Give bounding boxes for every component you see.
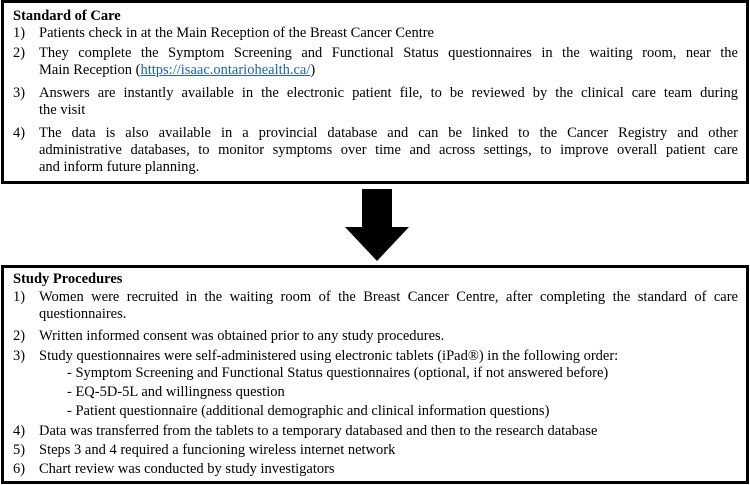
item-number: 4) <box>13 423 26 439</box>
down-arrow-icon <box>345 189 409 261</box>
item-text <box>39 45 738 79</box>
item-line: administrative databases, to monitor symptoms over time and across settings, to improve overall patient care <box>39 142 738 158</box>
item-text <box>39 289 738 323</box>
standard-of-care-box <box>1 0 749 184</box>
item-line-text: ) <box>310 62 316 78</box>
item-text <box>39 328 738 345</box>
isaac-link[interactable]: https://isaac.ontariohealth.ca/ <box>140 62 311 78</box>
item-number: 2) <box>13 328 26 344</box>
item-line <box>39 62 738 79</box>
standard-of-care-title: Standard of Care <box>13 8 121 24</box>
item-text <box>39 423 738 440</box>
item-line: Data was transferred from the tablets to a temporary databased and then to the research database <box>39 423 598 439</box>
item-number: 1) <box>13 289 26 305</box>
study-procedures-title: Study Procedures <box>13 271 123 287</box>
item-line: Chart review was conducted by study investigators <box>39 461 335 477</box>
item-number: 6) <box>13 461 26 477</box>
item-number: 1) <box>13 25 26 41</box>
item-line: the visit <box>39 102 86 118</box>
item-line: questionnaires. <box>39 306 127 322</box>
item-line: Women were recruited in the waiting room of the Breast Cancer Centre, after completing the standard of care <box>39 289 738 305</box>
item-line: They complete the Symptom Screening and Functional Status questionnaires in the waiting room, near the <box>39 45 738 61</box>
item-line: Patients check in at the Main Reception of the Breast Cancer Centre <box>39 25 434 41</box>
item-line: Written informed consent was obtained prior to any study procedures. <box>39 328 445 344</box>
sub-item: - Symptom Screening and Functional Status questionnaires (optional, if not answered before) <box>67 365 609 381</box>
item-number: 2) <box>13 45 26 61</box>
item-line-text: Main Reception ( <box>39 62 141 78</box>
sub-item: - EQ-5D-5L and willingness question <box>67 384 285 400</box>
item-text <box>39 85 738 119</box>
sub-item: - Patient questionnaire (additional demographic and clinical information questions) <box>67 403 550 419</box>
item-line: Study questionnaires were self-administered using electronic tablets (iPad®) in the following order: <box>39 348 619 364</box>
item-line: Answers are instantly available in the electronic patient file, to be reviewed by the clinical care team during <box>39 85 738 101</box>
item-line: and inform future planning. <box>39 159 200 175</box>
item-text <box>39 348 738 365</box>
item-number: 4) <box>13 125 26 141</box>
item-line: Steps 3 and 4 required a funcioning wireless internet network <box>39 442 396 458</box>
item-number: 3) <box>13 348 26 364</box>
item-number: 3) <box>13 85 26 101</box>
item-text <box>39 442 738 459</box>
item-text <box>39 461 738 478</box>
item-line: The data is also available in a provincial database and can be linked to the Cancer Registry and other <box>39 125 738 141</box>
item-text <box>39 25 738 42</box>
study-procedures-box <box>1 265 749 484</box>
item-text <box>39 125 738 176</box>
item-number: 5) <box>13 442 26 458</box>
